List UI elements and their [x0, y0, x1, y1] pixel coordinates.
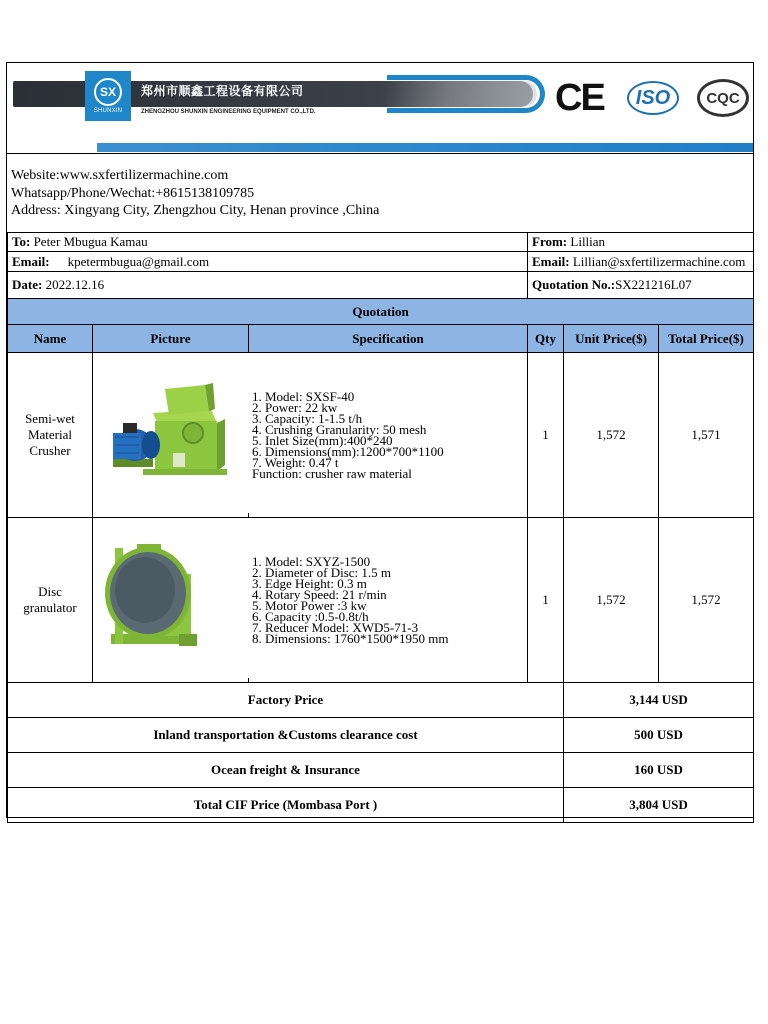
col-header-name: Name — [8, 325, 93, 353]
table-row — [8, 518, 754, 683]
item-name: Semi-wet Material Crusher — [8, 353, 93, 518]
spec-line: 5. Inlet Size(mm):400*240 — [252, 433, 393, 448]
col-header-qty: Qty — [528, 325, 564, 353]
item-total-price: 1,571 — [659, 353, 754, 518]
from-label: From: — [532, 234, 568, 249]
company-banner — [7, 63, 753, 154]
spec-line: 3. Capacity: 1-1.5 t/h — [252, 411, 363, 426]
date-cell — [8, 272, 528, 299]
item-qty: 1 — [528, 518, 564, 683]
col-header-unit-price: Unit Price($) — [564, 325, 659, 353]
email-value: kpetermbugua@gmail.com — [67, 253, 210, 269]
spec-line: Function: crusher raw material — [252, 466, 412, 481]
item-specification — [249, 353, 528, 518]
banner-blue-strip — [97, 143, 753, 152]
spec-line: 2. Diameter of Disc: 1.5 m — [252, 565, 391, 580]
summary-row-factory — [8, 683, 754, 718]
col-header-total-price: Total Price($) — [659, 325, 754, 353]
item-unit-price: 1,572 — [564, 518, 659, 683]
email-cell — [8, 252, 528, 272]
crusher-machine-image — [93, 353, 249, 513]
date-label: Date: — [12, 277, 43, 292]
ce-cert-logo: CE — [555, 77, 604, 119]
col-header-picture: Picture — [93, 325, 249, 353]
spec-line: 5. Motor Power :3 kw — [252, 598, 367, 613]
to-cell — [8, 233, 528, 252]
quotation-title: Quotation — [8, 299, 754, 325]
summary-row-ocean — [8, 753, 754, 788]
quotation-table — [7, 232, 754, 823]
spec-line: 1. Model: SXYZ-1500 — [252, 554, 371, 569]
summary-label: Factory Price — [8, 683, 564, 718]
date-value: 2022.12.16 — [42, 277, 105, 292]
banner-swoosh — [387, 75, 545, 113]
address-line: Address: Xingyang City, Zhengzhou City, Henan province ,China — [11, 203, 380, 218]
from-email-label: Email: — [532, 253, 570, 269]
company-name-en: ZHENGZHOU SHUNXIN ENGINEERING EQUIPMENT CO.,LTD. — [141, 109, 316, 115]
iso-cert-logo: ISO — [627, 81, 679, 115]
from-value: Lillian — [567, 234, 606, 249]
phone-line: Whatsapp/Phone/Wechat:+8615138109785 — [11, 185, 255, 201]
spec-line: 2. Power: 22 kw — [252, 400, 338, 415]
quote-no-value: SX221216L07 — [615, 277, 692, 292]
cqc-cert-logo: CQC — [697, 79, 749, 117]
summary-row-total — [8, 788, 754, 823]
info-row-email — [8, 252, 754, 272]
to-label: To: — [12, 234, 31, 249]
quote-no-cell — [528, 272, 754, 299]
logo-brand: SHUNXIN — [93, 108, 123, 114]
table-row — [8, 353, 754, 518]
spec-line: 1. Model: SXSF-40 — [252, 389, 355, 404]
summary-value: 3,804 USD — [564, 788, 754, 823]
company-logo — [85, 71, 131, 121]
from-cell — [528, 233, 754, 252]
spec-line: 4. Crushing Granularity: 50 mesh — [252, 422, 427, 437]
info-row-to — [8, 233, 754, 252]
summary-value: 500 USD — [564, 718, 754, 753]
column-header-row — [8, 325, 754, 353]
granulator-picture — [93, 518, 249, 683]
from-email-cell — [528, 252, 754, 272]
quotation-sheet — [6, 62, 754, 818]
email-label: Email: — [12, 253, 50, 269]
spec-line: 6. Capacity :0.5-0.8t/h — [252, 609, 369, 624]
summary-value: 160 USD — [564, 753, 754, 788]
item-unit-price: 1,572 — [564, 353, 659, 518]
summary-label: Ocean freight & Insurance — [8, 753, 564, 788]
disc-granulator-image — [93, 518, 249, 678]
item-total-price: 1,572 — [659, 518, 754, 683]
logo-mark: SX — [94, 78, 122, 106]
summary-value: 3,144 USD — [564, 683, 754, 718]
spec-line: 8. Dimensions: 1760*1500*1950 mm — [252, 631, 449, 646]
spec-line: 6. Dimensions(mm):1200*700*1100 — [252, 444, 444, 459]
summary-label: Inland transportation &Customs clearance cost — [8, 718, 564, 753]
spec-line: 3. Edge Height: 0.3 m — [252, 576, 367, 591]
col-header-specification: Specification — [249, 325, 528, 353]
item-qty: 1 — [528, 353, 564, 518]
spec-line: 4. Rotary Speed: 21 r/min — [252, 587, 387, 602]
contact-block — [11, 167, 379, 220]
info-row-date — [8, 272, 754, 299]
quote-no-label: Quotation No.: — [532, 277, 616, 292]
company-name-cn: 郑州市顺鑫工程设备有限公司 — [141, 84, 304, 98]
spec-line: 7. Reducer Model: XWD5-71-3 — [252, 620, 419, 635]
item-specification — [249, 518, 528, 683]
to-value: Peter Mbugua Kamau — [30, 234, 148, 249]
crusher-picture — [93, 353, 249, 518]
item-name: Disc granulator — [8, 518, 93, 683]
from-email-value: Lillian@sxfertilizermachine.com — [569, 253, 746, 269]
spec-line: 7. Weight: 0.47 t — [252, 455, 339, 470]
quotation-title-row — [8, 299, 754, 325]
summary-label: Total CIF Price (Mombasa Port ) — [8, 788, 564, 823]
summary-row-inland — [8, 718, 754, 753]
website-line: Website:www.sxfertilizermachine.com — [11, 168, 229, 183]
